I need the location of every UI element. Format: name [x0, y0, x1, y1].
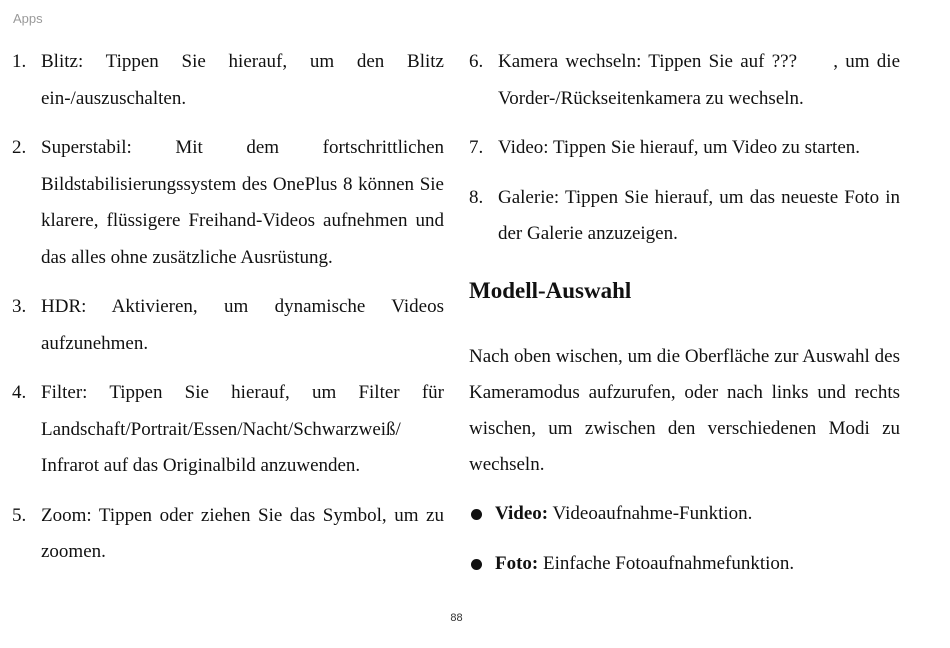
mode-bullet-list: [469, 496, 900, 582]
bullet-item-video: [469, 496, 900, 532]
list-item-number: 7.: [469, 137, 484, 158]
page-number: 88: [450, 612, 463, 624]
list-item: [469, 44, 905, 117]
section-paragraph: Nach oben wischen, um die Oberfläche zur Auswahl des Kameramodus aufzurufen, oder nach links und rechts wischen, um zwischen den verschiedenen Modi zu wechseln.: [469, 345, 900, 475]
list-item-text: Superstabil: Mit dem fortschrittlichen Bildstabilisierungssystem des OnePlus 8 können Sie klarere, flüssigere Freihand-Videos aufnehmen und das alles ohne zusätzliche Ausrüstung.: [41, 137, 444, 268]
list-item-text: Zoom: Tippen oder ziehen Sie das Symbol, um zu zoomen.: [41, 504, 444, 562]
list-item-text: HDR: Aktivieren, um dynamische Videos aufzunehmen.: [41, 296, 444, 354]
list-item-number: 1.: [12, 51, 27, 72]
bullet-item-foto: [469, 546, 900, 582]
list-item-text: Galerie: Tippen Sie hierauf, um das neueste Foto in der Galerie anzuzeigen.: [498, 186, 900, 244]
list-item: [12, 498, 444, 571]
list-item-number: 2.: [12, 137, 27, 158]
list-item-text: Blitz: Tippen Sie hierauf, um den Blitz ein-/auszuschalten.: [41, 51, 444, 109]
feature-list-left: [12, 44, 444, 571]
bullet-dot-icon: [471, 559, 482, 570]
bullet-text: Einfache Fotoaufnahmefunktion.: [538, 552, 795, 574]
list-item: [12, 375, 444, 485]
list-item: [12, 44, 444, 117]
list-item: [469, 180, 900, 253]
list-item-text: Filter: Tippen Sie hierauf, um Filter für Landschaft/Portrait/Essen/Nacht/Schwarzweiß/ Infrarot auf das Originalbild anzuwenden.: [41, 382, 444, 476]
bullet-label: Video:: [495, 502, 549, 524]
list-item-number: 6.: [469, 51, 484, 72]
list-item: [469, 130, 900, 167]
section-heading: Modell-Auswahl: [469, 277, 632, 303]
bullet-label: Foto:: [495, 552, 539, 574]
list-item-text: Kamera wechseln: Tippen Sie auf ??? , um die Vorder-/Rückseitenkamera zu wechseln.: [498, 51, 905, 109]
left-column: [12, 44, 444, 584]
list-item-text: Video: Tippen Sie hierauf, um Video zu starten.: [498, 137, 861, 158]
list-item-number: 8.: [469, 186, 484, 208]
list-item-number: 3.: [12, 296, 27, 317]
list-item: [12, 130, 444, 276]
bullet-text: Videoaufnahme-Funktion.: [548, 502, 753, 524]
list-item-number: 5.: [12, 504, 27, 526]
list-item: [12, 289, 444, 362]
list-item-number: 4.: [12, 382, 27, 403]
bullet-dot-icon: [471, 509, 482, 520]
right-column: [469, 44, 905, 596]
feature-list-right: [469, 44, 905, 253]
running-head: Apps: [13, 11, 43, 26]
